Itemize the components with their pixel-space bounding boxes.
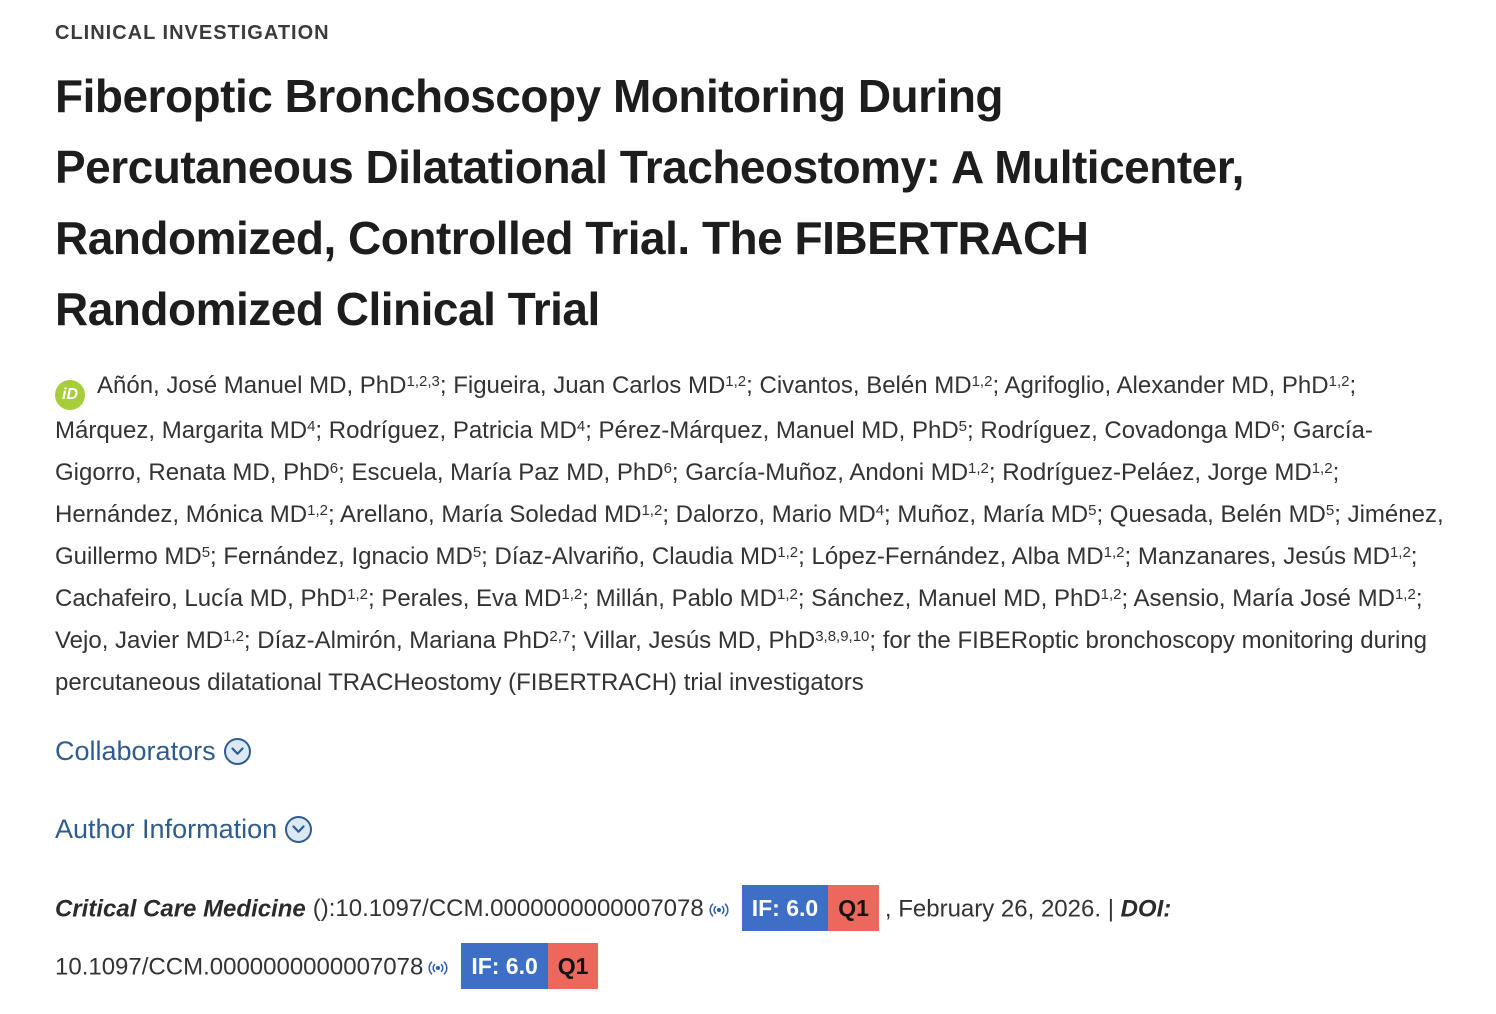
article-title-line-3: Randomized, Controlled Trial. The FIBERTRACH <box>55 212 1089 264</box>
journal-metric-badges <box>742 885 879 931</box>
citation-doi-text: ():10.1097/CCM.0000000000007078 <box>312 895 704 923</box>
doi-label: DOI: <box>1120 895 1172 923</box>
broadcast-signal-icon <box>706 891 732 931</box>
quartile-badge: Q1 <box>548 943 599 989</box>
chevron-down-icon <box>285 816 312 843</box>
article-title-line-4: Randomized Clinical Trial <box>55 283 600 335</box>
broadcast-signal-icon <box>425 949 451 989</box>
collaborators-label: Collaborators <box>55 736 216 766</box>
author-list-text: Añón, José Manuel MD, PhD$^{1,2,3}$; Figueira, Juan Carlos MD$^{1,2}$; Civantos, Belén MD$^{1,2}$; Agrifoglio, Alexander MD, PhD$^{1,2}$; Márquez, Margarita $MD^4$; Rodríguez, Patricia $MD^4$; Pérez-Márquez, Manuel MD, PhD$^5$; Rodríguez, Covadonga $MD^6$; García-Gigorro, Renata MD, PhD$^6$; Escuela, María Paz MD, PhD$^6$; García-Muñoz, Andoni MD$^{1,2}$; Rodríguez-Peláez, Jorge MD$^{1,2}$; Hernández, Mónica MD$^{1,2}$; Arellano, María Soledad MD$^{1,2}$; Dalorzo, Mario $MD^4$; Muñoz, María $MD^5$; Quesada, Belén $MD^5$; Jiménez, Guillermo $MD^5$; Fernández, Ignacio $MD^5$; Díaz-Alvariño, Claudia MD$^{1,2}$; López-Fernández, Alba MD$^{1,2}$; Manzanares, Jesús MD$^{1,2}$; Cachafeiro, Lucía MD, PhD$^{1,2}$; Perales, Eva MD$^{1,2}$; Millán, Pablo MD$^{1,2}$; Sánchez, Manuel MD, PhD$^{1,2}$; Asensio, María José MD$^{1,2}$; Vejo, Javier MD$^{1,2}$; Díaz-Almirón, Mariana PhD$^{2,7}$; Villar, Jesús MD, PhD$^{3,8,9,10}$; for the FIBERoptic bronchoscopy monitoring during percutaneous dilatational TRACHeostomy (FIBERTRACH) trial investigators <box>55 372 1444 696</box>
article-type-label: CLINICAL INVESTIGATION <box>55 22 330 44</box>
author-list <box>55 365 1458 704</box>
citation-line-2 <box>55 943 1458 993</box>
article-title <box>55 61 1458 345</box>
journal-name: Critical Care Medicine <box>55 895 306 923</box>
article-title-line-2: Percutaneous Dilatational Tracheostomy: A Multicenter, <box>55 141 1244 193</box>
article-title-line-1: Fiberoptic Bronchoscopy Monitoring During <box>55 70 1004 122</box>
citation-line-1 <box>55 885 1458 935</box>
orcid-icon[interactable]: iD <box>55 380 85 410</box>
doi-number: 10.1097/CCM.0000000000007078 <box>55 953 424 981</box>
publication-date-text: , February 26, 2026. | <box>884 895 1121 923</box>
collaborators-toggle[interactable] <box>55 736 251 767</box>
citation-block <box>55 885 1458 993</box>
author-information-toggle[interactable] <box>55 814 312 845</box>
impact-factor-badge: IF: 6.0 <box>742 885 828 931</box>
author-information-label: Author Information <box>55 814 278 844</box>
chevron-down-icon <box>224 738 251 765</box>
quartile-badge: Q1 <box>828 885 879 931</box>
impact-factor-badge: IF: 6.0 <box>461 943 547 989</box>
journal-metric-badges <box>461 943 598 989</box>
